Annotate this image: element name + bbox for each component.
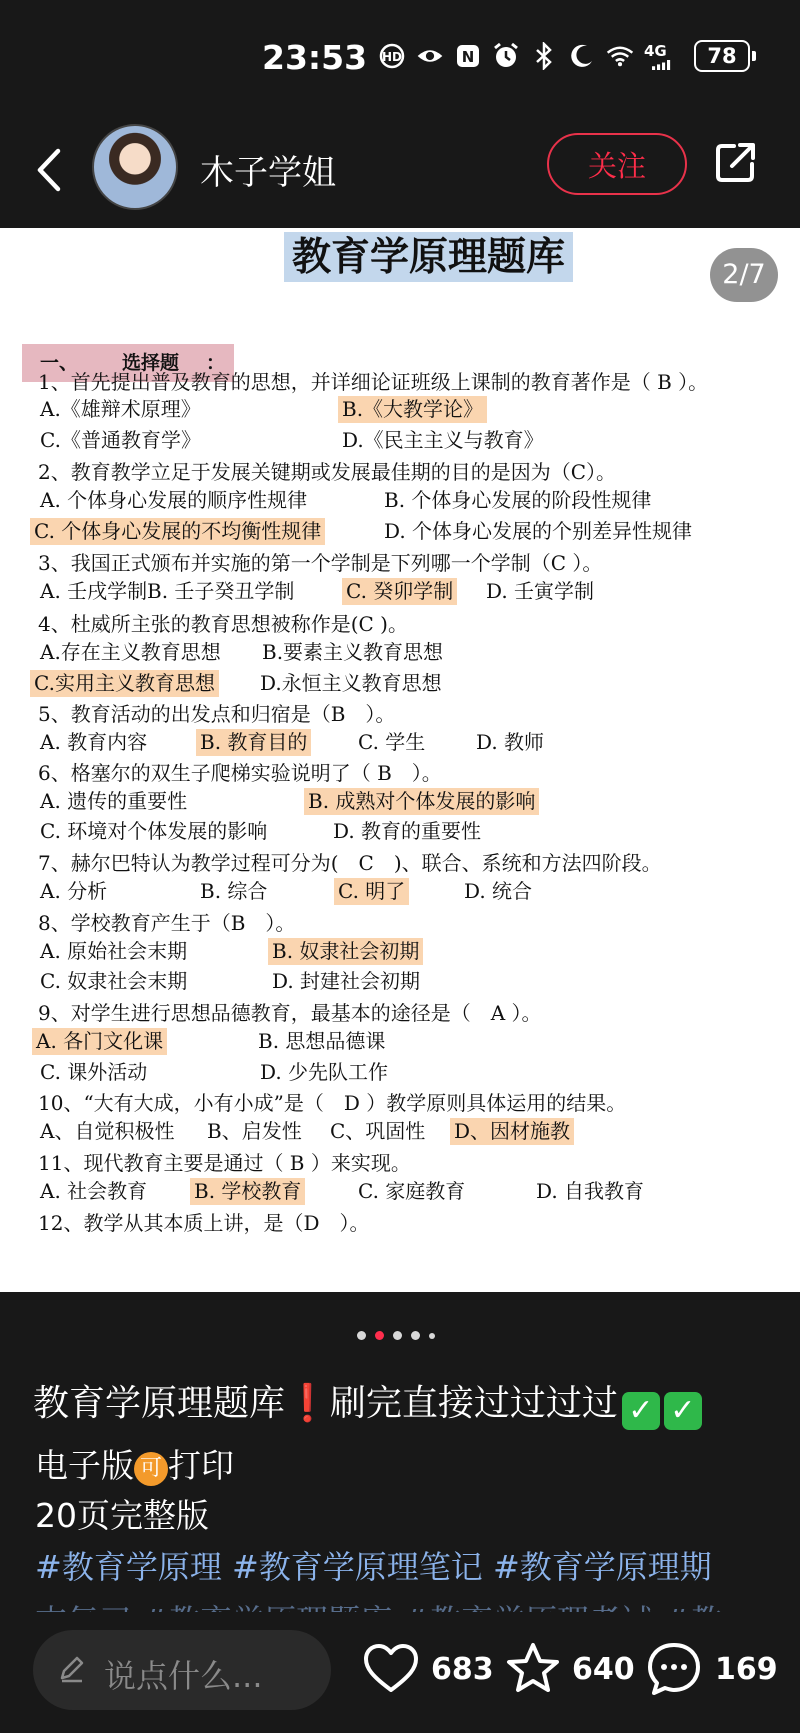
doc-title: 教育学原理题库 xyxy=(284,232,573,282)
answer-option: A. 壬戌学制 xyxy=(40,579,148,603)
post-body-line: 20页完整版 xyxy=(35,1496,209,1535)
answer-option-highlighted: C. 明了 xyxy=(334,878,409,905)
answer-option-highlighted: A. 各门文化课 xyxy=(32,1028,167,1055)
post-body-line xyxy=(35,1440,234,1487)
status-time: 23:53 xyxy=(262,38,368,77)
answer-option: A.《雄辩术原理》 xyxy=(40,397,201,421)
answer-option: D. 个体身心发展的个别差异性规律 xyxy=(384,519,693,543)
answer-option: B.要素主义教育思想 xyxy=(262,640,444,664)
question-text: 2、教育教学立足于发展关键期或发展最佳期的目的是因为（C）。 xyxy=(38,460,617,484)
answer-option-highlighted: B. 教育目的 xyxy=(196,729,311,756)
network-type: 4G xyxy=(644,42,667,60)
answer-option: B. 壬子癸丑学制 xyxy=(147,579,295,603)
exclamation-icon: ❗ xyxy=(285,1383,330,1424)
follow-button[interactable]: 关注 xyxy=(547,133,687,195)
battery-indicator: 78 xyxy=(694,40,750,72)
answer-option: A. 社会教育 xyxy=(40,1179,148,1203)
answer-option: A. 教育内容 xyxy=(40,730,148,754)
carousel-dot xyxy=(357,1331,366,1340)
signal-icon xyxy=(644,42,684,70)
bluetooth-icon xyxy=(530,42,558,70)
answer-option-highlighted: B. 学校教育 xyxy=(190,1178,305,1205)
post-title-text: 教育学原理题库 xyxy=(33,1383,286,1424)
post-text: 打印 xyxy=(168,1446,234,1485)
question-text: 3、我国正式颁布并实施的第一个学制是下列哪一个学制（C ）。 xyxy=(38,551,603,575)
svg-text:HD: HD xyxy=(381,50,403,64)
author-name[interactable]: 木子学姐 xyxy=(200,153,336,193)
question-text: 9、对学生进行思想品德教育，最基本的途径是（ A ）。 xyxy=(38,1001,542,1025)
comment-icon[interactable] xyxy=(645,1640,703,1698)
pencil-icon xyxy=(56,1652,88,1684)
status-bar xyxy=(0,0,800,115)
image-counter: 2/7 xyxy=(710,248,778,302)
answer-option: A. 个体身心发展的顺序性规律 xyxy=(40,488,308,512)
answer-option: C. 家庭教育 xyxy=(358,1179,466,1203)
section-number: 一、 xyxy=(40,352,79,374)
answer-option: B. 综合 xyxy=(200,879,268,903)
ke-badge-icon: 可 xyxy=(134,1452,168,1486)
hd-call-icon xyxy=(378,42,406,70)
answer-option-highlighted: B.《大教学论》 xyxy=(338,396,487,423)
answer-option: A. 遗传的重要性 xyxy=(40,789,188,813)
comment-count[interactable]: 169 xyxy=(715,1652,778,1687)
carousel-dot xyxy=(393,1331,402,1340)
answer-option: C. 学生 xyxy=(358,730,426,754)
question-text: 5、教育活动的出发点和归宿是（B ）。 xyxy=(38,702,396,726)
star-icon[interactable] xyxy=(504,1640,562,1698)
post-title-rest: 刷完直接过过过过 xyxy=(329,1383,618,1424)
carousel-indicator xyxy=(357,1331,435,1340)
answer-option-highlighted: C. 癸卯学制 xyxy=(342,578,457,605)
answer-option: A. 分析 xyxy=(40,879,108,903)
collect-count[interactable]: 640 xyxy=(572,1652,635,1687)
alarm-icon xyxy=(492,42,520,70)
answer-option: B. 思想品德课 xyxy=(258,1029,386,1053)
post-image[interactable] xyxy=(0,228,800,1292)
carousel-dot-active xyxy=(375,1331,384,1340)
answer-option: C. 课外活动 xyxy=(40,1060,148,1084)
answer-option-highlighted: B. 奴隶社会初期 xyxy=(268,938,423,965)
answer-option: C.《普通教育学》 xyxy=(40,428,201,452)
question-text: 12、教学从其本质上讲，是（D ）。 xyxy=(38,1211,370,1235)
post-title xyxy=(33,1375,702,1430)
answer-option: C. 奴隶社会末期 xyxy=(40,969,188,993)
answer-option-highlighted: C.实用主义教育思想 xyxy=(30,670,219,697)
heart-icon[interactable] xyxy=(362,1640,420,1698)
share-icon[interactable] xyxy=(714,140,758,184)
question-text: 7、赫尔巴特认为教学过程可分为( C )、联合、系统和方法四阶段。 xyxy=(38,851,662,875)
question-text: 1、首先提出普及教育的思想，并详细论证班级上课制的教育著作是（ B ）。 xyxy=(38,370,709,394)
answer-option: A、自觉积极性 xyxy=(40,1119,175,1143)
comment-placeholder[interactable]: 说点什么... xyxy=(104,1657,263,1695)
question-text: 4、杜威所主张的教育思想被称作是(C )。 xyxy=(38,612,408,636)
answer-option: D. 封建社会初期 xyxy=(272,969,421,993)
answer-option: A. 原始社会末期 xyxy=(40,939,188,963)
answer-option: D. 壬寅学制 xyxy=(486,579,595,603)
moon-icon xyxy=(568,42,596,70)
answer-option: D. 教育的重要性 xyxy=(333,819,482,843)
avatar[interactable] xyxy=(92,124,178,210)
section-colon: ： xyxy=(206,352,226,374)
wifi-icon xyxy=(606,42,634,70)
answer-option: C. 环境对个体发展的影响 xyxy=(40,819,268,843)
answer-option: C、巩固性 xyxy=(330,1119,426,1143)
carousel-dot xyxy=(429,1333,435,1339)
question-text: 8、学校教育产生于（B ）。 xyxy=(38,911,296,935)
answer-option: D.《民主主义与教育》 xyxy=(342,428,544,452)
status-icons xyxy=(378,40,750,72)
back-icon[interactable] xyxy=(30,145,70,195)
answer-option: D. 统合 xyxy=(464,879,533,903)
like-count[interactable]: 683 xyxy=(431,1652,494,1687)
answer-option-highlighted: C. 个体身心发展的不均衡性规律 xyxy=(30,518,325,545)
hashtags[interactable]: #教育学原理 #教育学原理笔记 #教育学原理期 xyxy=(35,1548,712,1586)
eye-icon xyxy=(416,42,444,70)
post-text: 电子版 xyxy=(35,1446,134,1485)
answer-option: D. 教师 xyxy=(476,730,545,754)
answer-option: D. 少先队工作 xyxy=(260,1060,389,1084)
section-label: 选择题 xyxy=(122,352,180,374)
answer-option: B. 个体身心发展的阶段性规律 xyxy=(384,488,652,512)
answer-option: D.永恒主义教育思想 xyxy=(260,671,442,695)
carousel-dot xyxy=(411,1331,420,1340)
svg-text:N: N xyxy=(461,48,475,66)
answer-option: B、启发性 xyxy=(207,1119,302,1143)
check-mark-icon: ✓ xyxy=(664,1392,702,1430)
check-mark-icon: ✓ xyxy=(622,1392,660,1430)
answer-option-highlighted: B. 成熟对个体发展的影响 xyxy=(304,788,539,815)
question-text: 6、格塞尔的双生子爬梯实验说明了（ B ）。 xyxy=(38,761,442,785)
question-text: 11、现代教育主要是通过（ B ）来实现。 xyxy=(38,1151,411,1175)
question-text: 10、“大有大成，小有小成”是（ D ）教学原则具体运用的结果。 xyxy=(38,1091,627,1115)
answer-option: D. 自我教育 xyxy=(536,1179,645,1203)
nfc-icon xyxy=(454,42,482,70)
answer-option-highlighted: D、因材施教 xyxy=(450,1118,574,1145)
answer-option: A.存在主义教育思想 xyxy=(40,640,221,664)
